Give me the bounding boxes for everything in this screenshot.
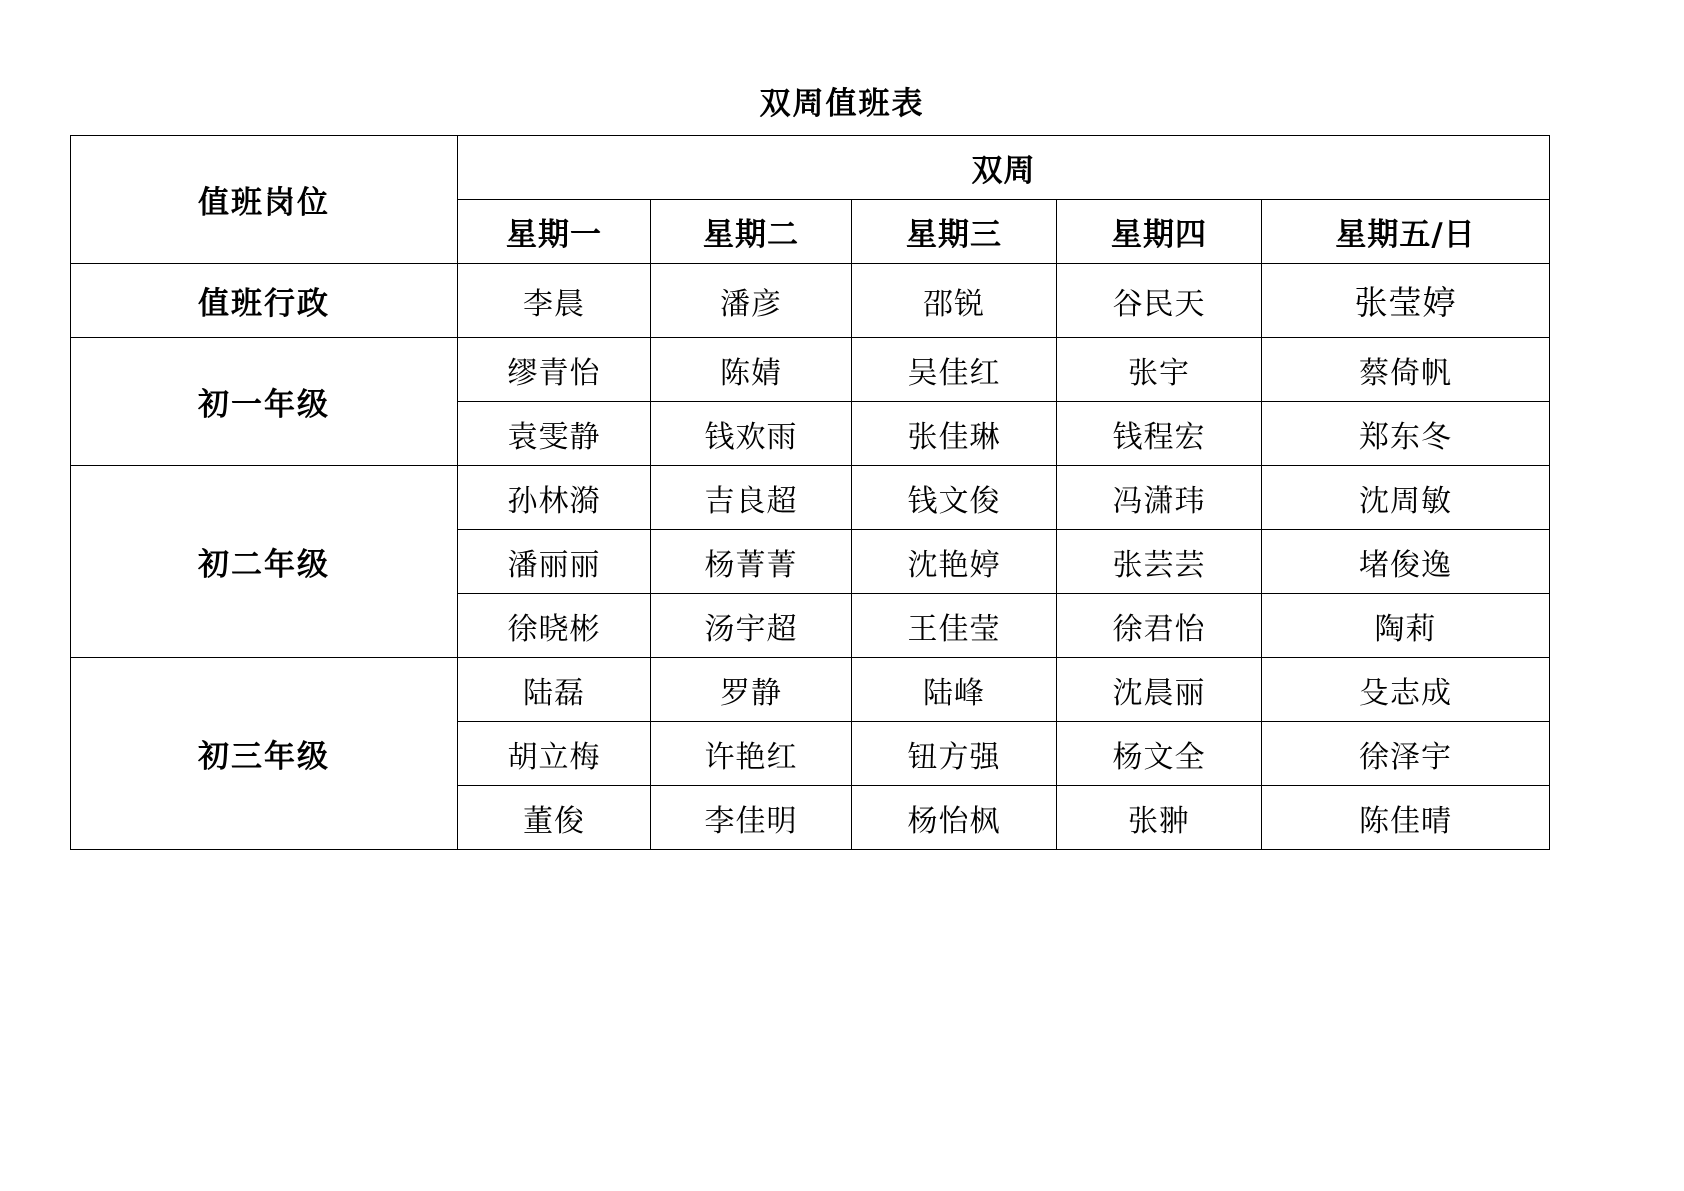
table-cell: 胡立梅 — [458, 722, 651, 786]
table-row — [71, 338, 1550, 402]
section-label-grade-3: 初三年级 — [71, 658, 458, 850]
table-cell: 钱欢雨 — [651, 402, 852, 466]
table-cell: 谷民天 — [1057, 264, 1262, 338]
table-cell: 潘彦 — [651, 264, 852, 338]
table-cell: 郑东冬 — [1262, 402, 1550, 466]
table-cell: 沈晨丽 — [1057, 658, 1262, 722]
table-cell: 陈佳晴 — [1262, 786, 1550, 850]
table-cell: 徐泽宇 — [1262, 722, 1550, 786]
table-cell: 缪青怡 — [458, 338, 651, 402]
table-row — [71, 264, 1550, 338]
table-cell: 许艳红 — [651, 722, 852, 786]
table-cell: 杨文全 — [1057, 722, 1262, 786]
table-cell: 沈周敏 — [1262, 466, 1550, 530]
table-cell: 陈婧 — [651, 338, 852, 402]
table-cell: 杨怡枫 — [852, 786, 1057, 850]
table-cell: 陶莉 — [1262, 594, 1550, 658]
table-cell: 堵俊逸 — [1262, 530, 1550, 594]
table-cell: 冯潇玮 — [1057, 466, 1262, 530]
biweekly-group-header: 双周 — [458, 136, 1550, 200]
document-title: 双周值班表 — [759, 86, 925, 122]
table-cell: 张莹婷 — [1262, 264, 1550, 338]
table-cell: 吉良超 — [651, 466, 852, 530]
table-row — [71, 658, 1550, 722]
header-row-group — [71, 136, 1550, 200]
table-cell: 张宇 — [1057, 338, 1262, 402]
table-cell: 钱文俊 — [852, 466, 1057, 530]
table-cell: 汤宇超 — [651, 594, 852, 658]
day-header-monday: 星期一 — [458, 200, 651, 264]
table-cell: 张芸芸 — [1057, 530, 1262, 594]
table-cell: 孙林漪 — [458, 466, 651, 530]
day-header-tuesday: 星期二 — [651, 200, 852, 264]
table-cell: 徐晓彬 — [458, 594, 651, 658]
table-cell: 钮方强 — [852, 722, 1057, 786]
day-header-thursday: 星期四 — [1057, 200, 1262, 264]
table-cell: 潘丽丽 — [458, 530, 651, 594]
table-cell: 罗静 — [651, 658, 852, 722]
table-cell: 殳志成 — [1262, 658, 1550, 722]
table-cell: 陆磊 — [458, 658, 651, 722]
table-cell: 邵锐 — [852, 264, 1057, 338]
day-header-friday-sunday: 星期五/日 — [1262, 200, 1550, 264]
table-cell: 董俊 — [458, 786, 651, 850]
table-cell: 徐君怡 — [1057, 594, 1262, 658]
table-cell: 蔡倚帆 — [1262, 338, 1550, 402]
table-cell: 张翀 — [1057, 786, 1262, 850]
section-label-admin: 值班行政 — [71, 264, 458, 338]
table-cell: 王佳莹 — [852, 594, 1057, 658]
table-cell: 钱程宏 — [1057, 402, 1262, 466]
table-cell: 袁雯静 — [458, 402, 651, 466]
table-cell: 吴佳红 — [852, 338, 1057, 402]
day-header-wednesday: 星期三 — [852, 200, 1057, 264]
table-row — [71, 466, 1550, 530]
table-cell: 杨菁菁 — [651, 530, 852, 594]
table-cell: 李佳明 — [651, 786, 852, 850]
section-label-grade-1: 初一年级 — [71, 338, 458, 466]
table-cell: 陆峰 — [852, 658, 1057, 722]
corner-header-cell: 值班岗位 — [71, 136, 458, 264]
table-cell: 李晨 — [458, 264, 651, 338]
duty-schedule-table — [70, 135, 1550, 850]
section-label-grade-2: 初二年级 — [71, 466, 458, 658]
table-cell: 沈艳婷 — [852, 530, 1057, 594]
table-cell: 张佳琳 — [852, 402, 1057, 466]
